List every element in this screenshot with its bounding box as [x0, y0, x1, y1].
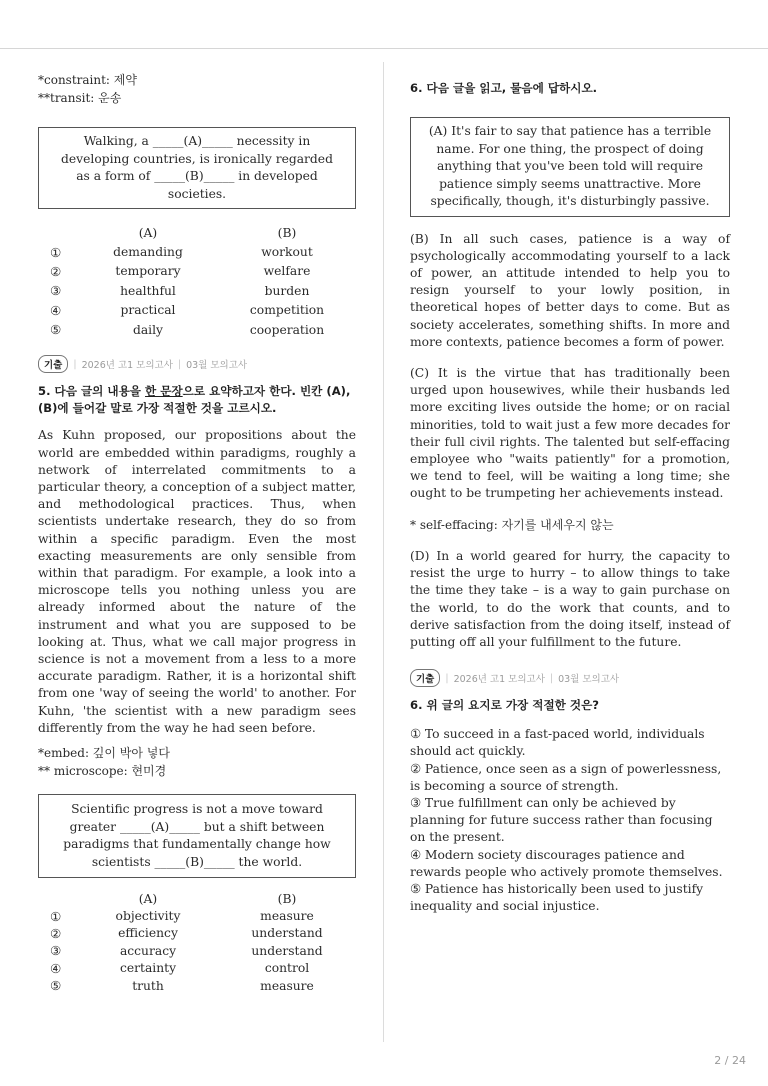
option-number: ⑤: [50, 978, 62, 994]
column-a-header: (A): [138, 225, 158, 240]
exam-badge: 기출: [410, 669, 440, 687]
q4-options: [38, 223, 356, 339]
header-divider: [0, 48, 768, 49]
option-row[interactable]: [38, 960, 356, 977]
option-row[interactable]: [38, 977, 356, 994]
q5-passage: As Kuhn proposed, our propositions about the world are embedded within paradigms, roughly a network of interrelated commitments to a particular theory, a conception of a subject matter, and methodological practices. Thus, when scientists undertake research, they do so from within a specific paradigm. Even the most exacting measurements are only sensible from within that paradigm. For example, a look into a microscope tells you nothing unless you are already informed about the nature of the instrument and what you are supposed to be looking at. Thus, what we call major progress in science is not a movement from a less to a more accurate paradigm. Rather, it is a horizontal shift from one 'way of seeing the world' to another. For Kuhn, 'the scientist with a new paradigm sees differently from the way he had seen before.: [38, 428, 356, 735]
option-b: welfare: [263, 264, 311, 279]
option-a: daily: [132, 322, 164, 337]
q5-source-tag: 기출 | 2026년 고1 모의고사 | 03월 모의고사: [38, 355, 356, 373]
exam-month: 03월 모의고사: [186, 360, 248, 372]
right-column: [410, 72, 730, 916]
choice-item[interactable]: ① To succeed in a fast-paced world, individuals should act quickly.: [410, 727, 705, 759]
option-a: accuracy: [119, 943, 177, 958]
column-a-header: (A): [138, 891, 158, 906]
option-b: competition: [249, 303, 325, 318]
exam-badge: 기출: [38, 355, 68, 373]
q6-source-tag: 기출 | 2026년 고1 모의고사 | 03월 모의고사: [410, 669, 730, 687]
option-row[interactable]: [38, 301, 356, 320]
underlined-phrase: 한 문장: [145, 384, 183, 399]
option-b: cooperation: [249, 322, 325, 337]
q4-summary-box: Walking, a _____(A)_____ necessity in developing countries, is ironically regarded as a form of _____(B)_____ in developed societies.: [38, 127, 356, 209]
option-number: ①: [50, 908, 62, 924]
option-row[interactable]: [38, 925, 356, 942]
option-b: control: [264, 961, 310, 976]
option-number: ④: [50, 302, 62, 318]
passage-b: (B) In all such cases, patience is a way of psychologically accommodating yourself to a lack of power, an attitude intended to help you to resign yourself to your lowly position, in theoretical hopes of better days to come. But as society accelerates, something shifts. In more and more contexts, patience becomes a form of power.: [410, 231, 730, 349]
page-number: 2 / 24: [714, 1054, 746, 1067]
option-b: burden: [264, 283, 310, 298]
passage-a-box: (A) It's fair to say that patience has a terrible name. For one thing, the prospect of doing anything that you've been told will require patience simply seems unattractive. More specifically, though, it's disturbingly passive.: [410, 117, 730, 217]
choice-item[interactable]: ② Patience, once seen as a sign of powerlessness, is becoming a source of strength.: [410, 761, 722, 793]
choice-item[interactable]: ④ Modern society discourages patience and rewards people who actively promote themselves.: [410, 847, 723, 879]
option-a: temporary: [115, 264, 181, 279]
q4-footnotes: [38, 72, 356, 107]
footnote-self-effacing: * self-effacing: 자기를 내세우지 않는: [410, 517, 614, 532]
column-b-header: (B): [277, 225, 297, 240]
option-row[interactable]: [38, 907, 356, 924]
q6-title: 6. 위 글의 요지로 가장 적절한 것은?: [410, 698, 600, 713]
option-row[interactable]: [38, 242, 356, 261]
q5-footnotes: [38, 745, 356, 780]
q5-options: [38, 890, 356, 994]
passage-c: (C) It is the virtue that has traditionally been urged upon housewives, while their husbands led more exciting lives outside the home; or on racial minorities, told to wait just a few more decades for their full civil rights. The talented but self-effacing employee who "waits patiently" for a promotion, we tend to feel, will be waiting a long time; she ought to be trumpeting her achievements instead.: [410, 365, 730, 501]
option-a: objectivity: [115, 909, 181, 924]
q5-summary-box: Scientific progress is not a move toward greater _____(A)_____ but a shift between paradigms that fundamentally change how scientists _____(B)_____ the world.: [38, 794, 356, 878]
exam-year: 2026년 고1 모의고사: [453, 674, 545, 686]
option-b: understand: [251, 926, 323, 941]
option-b: understand: [251, 943, 323, 958]
passage-d: (D) In a world geared for hurry, the capacity to resist the urge to hurry – to allow things to take the time they take – is a way to gain purchase on the world, to do the work that counts, and to derive satisfaction from the doing itself, instead of putting off all your fulfillment to the future.: [410, 549, 730, 650]
exam-month: 03월 모의고사: [558, 674, 620, 686]
options-header: [38, 890, 356, 907]
option-number: ③: [50, 283, 62, 299]
option-row[interactable]: [38, 942, 356, 959]
option-row[interactable]: [38, 262, 356, 281]
choice-item[interactable]: ⑤ Patience has historically been used to justify inequality and social injustice.: [410, 882, 704, 914]
option-number: ①: [50, 244, 62, 260]
footnote-embed: *embed: 깊이 박아 넣다: [38, 746, 170, 760]
option-a: certainty: [119, 961, 177, 976]
option-a: practical: [120, 303, 176, 318]
q5-title: 5. 다음 글의 내용을 한 문장으로 요약하고자 한다. 빈칸 (A), (B)에 들어갈 말로 가장 적절한 것을 고르시오.: [38, 384, 351, 416]
option-number: ④: [50, 960, 62, 976]
option-b: workout: [261, 245, 313, 260]
footnote-constraint: *constraint: 제약: [38, 73, 137, 87]
footnote-microscope: ** microscope: 현미경: [38, 763, 167, 778]
option-a: truth: [132, 978, 164, 993]
option-number: ③: [50, 943, 62, 959]
option-number: ⑤: [50, 322, 62, 338]
choice-item[interactable]: ③ True fulfillment can only be achieved by planning for future success rather than focusing on the present.: [410, 796, 713, 845]
option-a: efficiency: [118, 926, 178, 941]
left-column: [38, 72, 356, 994]
option-a: healthful: [120, 283, 176, 298]
option-row[interactable]: [38, 281, 356, 300]
footnote-transit: **transit: 운송: [38, 90, 122, 105]
column-divider: [383, 62, 384, 1042]
column-b-header: (B): [277, 891, 297, 906]
option-number: ②: [50, 263, 62, 279]
option-a: demanding: [113, 245, 183, 260]
q6-choices: [410, 726, 730, 915]
option-b: measure: [260, 909, 314, 924]
q6-passage-heading: 6. 다음 글을 읽고, 물음에 답하시오.: [410, 81, 598, 95]
option-row[interactable]: [38, 320, 356, 339]
options-header: [38, 223, 356, 242]
option-b: measure: [260, 978, 314, 993]
option-number: ②: [50, 925, 62, 941]
exam-year: 2026년 고1 모의고사: [81, 360, 173, 372]
